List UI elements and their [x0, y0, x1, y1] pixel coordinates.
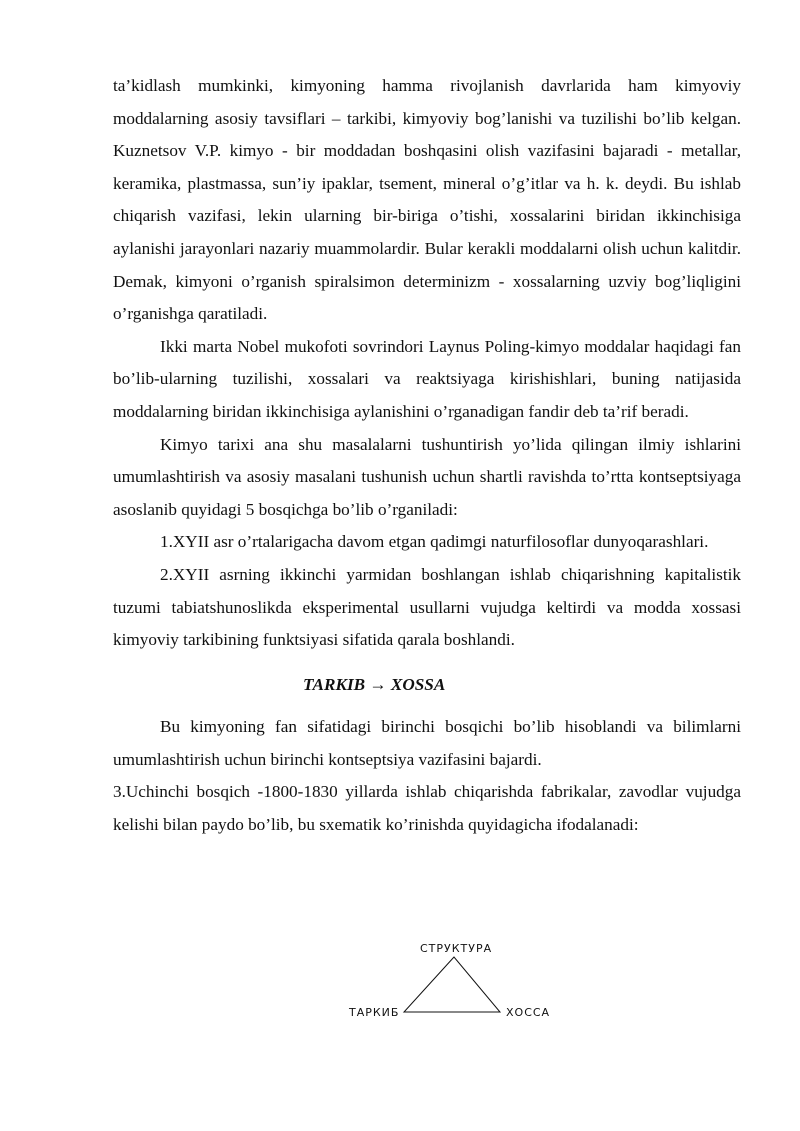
diagram-label-top: СТРУКТУРА	[420, 942, 493, 955]
paragraph-poling: Ikki marta Nobel mukofoti sovrindori Laynus Poling-kimyo moddalar haqidagi fan bo’lib-ularning tuzilishi, xossalari va reaktsiyaga kirishishlari, buning natijasida moddalarning biridan ikkinchisiga aylanishini o’rganadigan fandir deb ta’rif beradi.	[113, 336, 741, 421]
paragraph-stage-1: 1.XYII asr o’rtalarigacha davom etgan qadimgi naturfilosoflar dunyoqarashlari.	[160, 532, 709, 552]
paragraph-first-concept: Bu kimyoning fan sifatidagi birinchi bosqichi bo’lib hisoblandi va bilimlarni umumlashtirish uchun birinchi kontseptsiya vazifasini bajardi.	[113, 717, 741, 769]
paragraph-history: Kimyo tarixi ana shu masalalarni tushuntirish yo’lida qilingan ilmiy ishlarini umumlashtirish va asosiy masalani tushunish uchun shartli ravishda to’rtta kontseptsiyaga asoslanib quyidagi 5 bosqichga bo’lib o’rganiladi:	[113, 434, 741, 519]
diagram-label-left: ТАРКИБ	[349, 1006, 400, 1019]
formula-tarkib-xossa: TARKIB → XOSSA	[303, 674, 446, 694]
body-text	[113, 70, 741, 842]
diagram-label-right: ХОССА	[506, 1006, 551, 1019]
paragraph-intro: ta’kidlash mumkinki, kimyoning hamma rivojlanish davrlarida ham kimyoviy moddalarning asosiy tavsiflari – tarkibi, kimyoviy bog’lanishi va tuzilishi bo’lib kelgan. Kuznetsov V.P. kimyo - bir moddadan boshqasini olish vazifasini bajaradi - metallar, keramika, plastmassa, sun’iy ipaklar, tsement, mineral o’g’itlar va h. k. deydi. Bu ishlab chiqarish vazifasi, lekin ularning bir-biriga o’tishi, xossalarini biridan ikkinchisiga aylanishi jarayonlari nazariy muammolardir. Bular kerakli moddalarni olish uchun kalitdir. Demak, kimyoni o’rganish spiralsimon determinizm - xossalarning uzviy bog’liqligini o’rganishga qaratiladi.	[113, 76, 741, 324]
triangle-diagram	[330, 935, 560, 1025]
paragraph-stage-3: 3.Uchinchi bosqich -1800-1830 yillarda ishlab chiqarishda fabrikalar, zavodlar vujudga kelishi bilan paydo bo’lib, bu sxematik ko’rinishda quyidagicha ifodalanadi:	[113, 782, 741, 835]
paragraph-stage-2: 2.XYII asrning ikkinchi yarmidan boshlangan ishlab chiqarishning kapitalistik tuzumi tabiatshunoslikda eksperimental usullarni vujudga keltirdi va modda xossasi kimyoviy tarkibining funktsiyasi sifatida qarala boshlandi.	[113, 564, 741, 650]
